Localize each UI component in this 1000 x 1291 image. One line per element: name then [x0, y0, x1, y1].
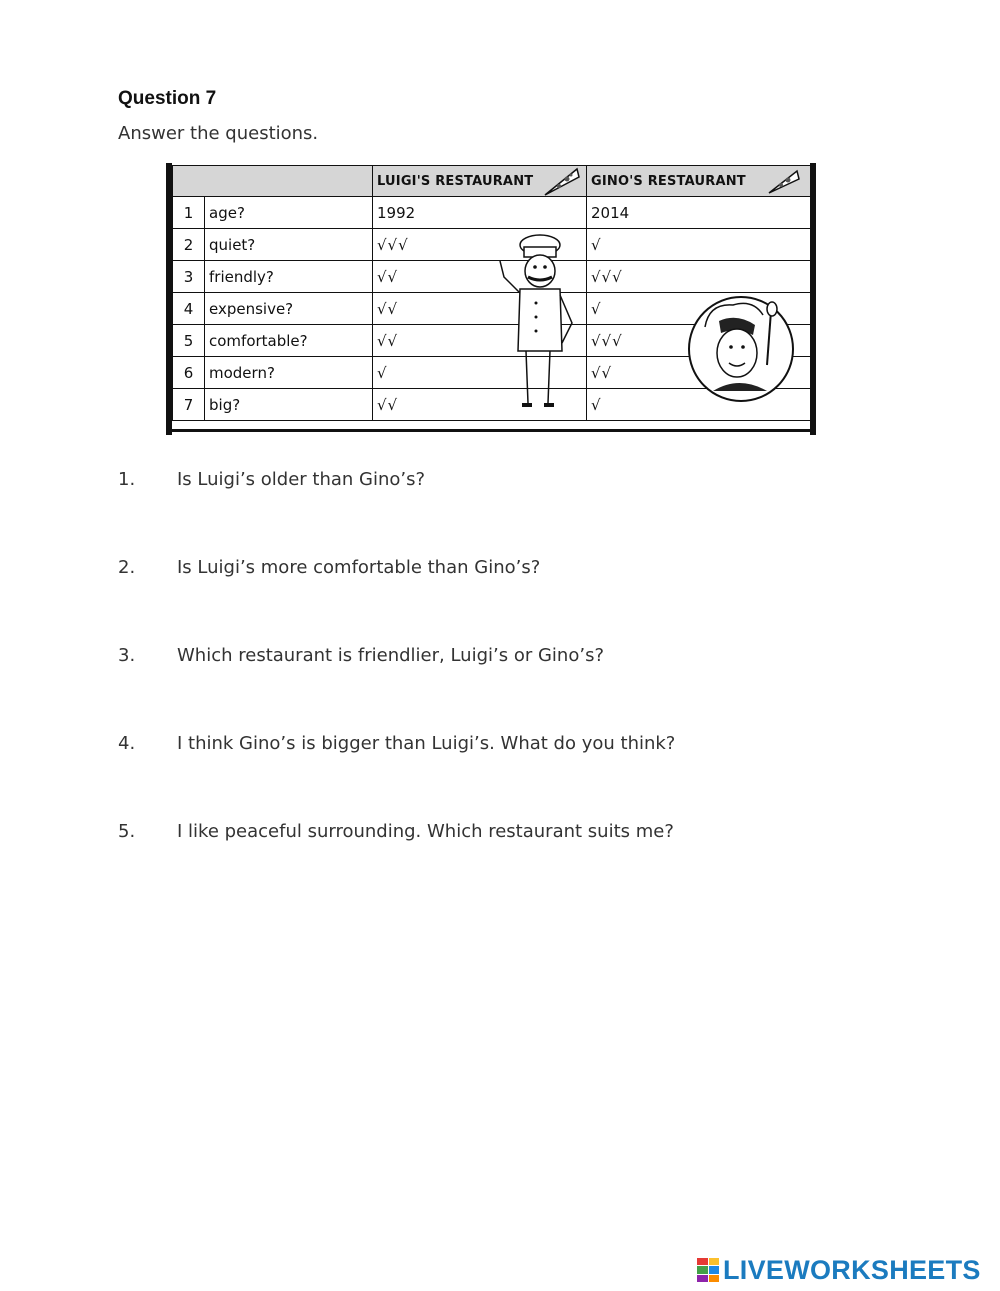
- row-label: quiet?: [205, 229, 373, 261]
- row-number: 5: [173, 325, 205, 357]
- question-title: Question 7: [118, 88, 217, 109]
- pizza-slice-icon: [763, 165, 803, 199]
- row-number: 1: [173, 197, 205, 229]
- gino-value: √√: [587, 357, 811, 389]
- row-number: 6: [173, 357, 205, 389]
- gino-value: √: [587, 389, 811, 421]
- question-text: Is Luigi’s older than Gino’s?: [177, 469, 426, 490]
- question-number: 3.: [118, 645, 136, 666]
- restaurant-comparison-table: [166, 163, 816, 435]
- gino-value: √: [587, 293, 811, 325]
- luigi-value: √√√: [373, 229, 587, 261]
- row-label: modern?: [205, 357, 373, 389]
- row-number: 7: [173, 389, 205, 421]
- header-barcode-strip: [173, 166, 373, 197]
- question-text: Which restaurant is friendlier, Luigi’s or Gino’s?: [177, 645, 604, 666]
- row-number: 4: [173, 293, 205, 325]
- gino-value: √: [587, 229, 811, 261]
- question-number: 1.: [118, 469, 136, 490]
- luigi-value: √√: [373, 293, 587, 325]
- question-text: I think Gino’s is bigger than Luigi’s. What do you think?: [177, 733, 676, 754]
- table-row: [173, 197, 811, 229]
- gino-value: 2014: [587, 197, 811, 229]
- chef-gino-illustration: [683, 291, 798, 403]
- row-label: big?: [205, 389, 373, 421]
- row-label: expensive?: [205, 293, 373, 325]
- chef-luigi-illustration: [492, 233, 582, 413]
- logo-tiles-icon: [697, 1258, 719, 1282]
- question-number: 5.: [118, 821, 136, 842]
- header-luigi: LUIGI'S RESTAURANT: [373, 166, 587, 197]
- row-label: friendly?: [205, 261, 373, 293]
- liveworksheets-logo: [697, 1255, 981, 1285]
- gino-value: √√√: [587, 261, 811, 293]
- row-label: comfortable?: [205, 325, 373, 357]
- luigi-value: √√: [373, 261, 587, 293]
- logo-text: LIVEWORKSHEETS: [723, 1254, 981, 1285]
- table-frame-bottom: [166, 429, 816, 432]
- luigi-value: √√: [373, 325, 587, 357]
- luigi-value: √: [373, 357, 587, 389]
- header-gino: GINO'S RESTAURANT: [587, 166, 811, 197]
- instruction-text: Answer the questions.: [118, 123, 319, 144]
- question-text: I like peaceful surrounding. Which restaurant suits me?: [177, 821, 674, 842]
- gino-value: √√√: [587, 325, 811, 357]
- luigi-value: √√: [373, 389, 587, 421]
- pizza-slice-icon: [541, 165, 581, 199]
- question-number: 2.: [118, 557, 136, 578]
- row-number: 3: [173, 261, 205, 293]
- row-label: age?: [205, 197, 373, 229]
- luigi-value: 1992: [373, 197, 587, 229]
- table-header-row: [173, 166, 811, 197]
- question-number: 4.: [118, 733, 136, 754]
- row-number: 2: [173, 229, 205, 261]
- question-text: Is Luigi’s more comfortable than Gino’s?: [177, 557, 541, 578]
